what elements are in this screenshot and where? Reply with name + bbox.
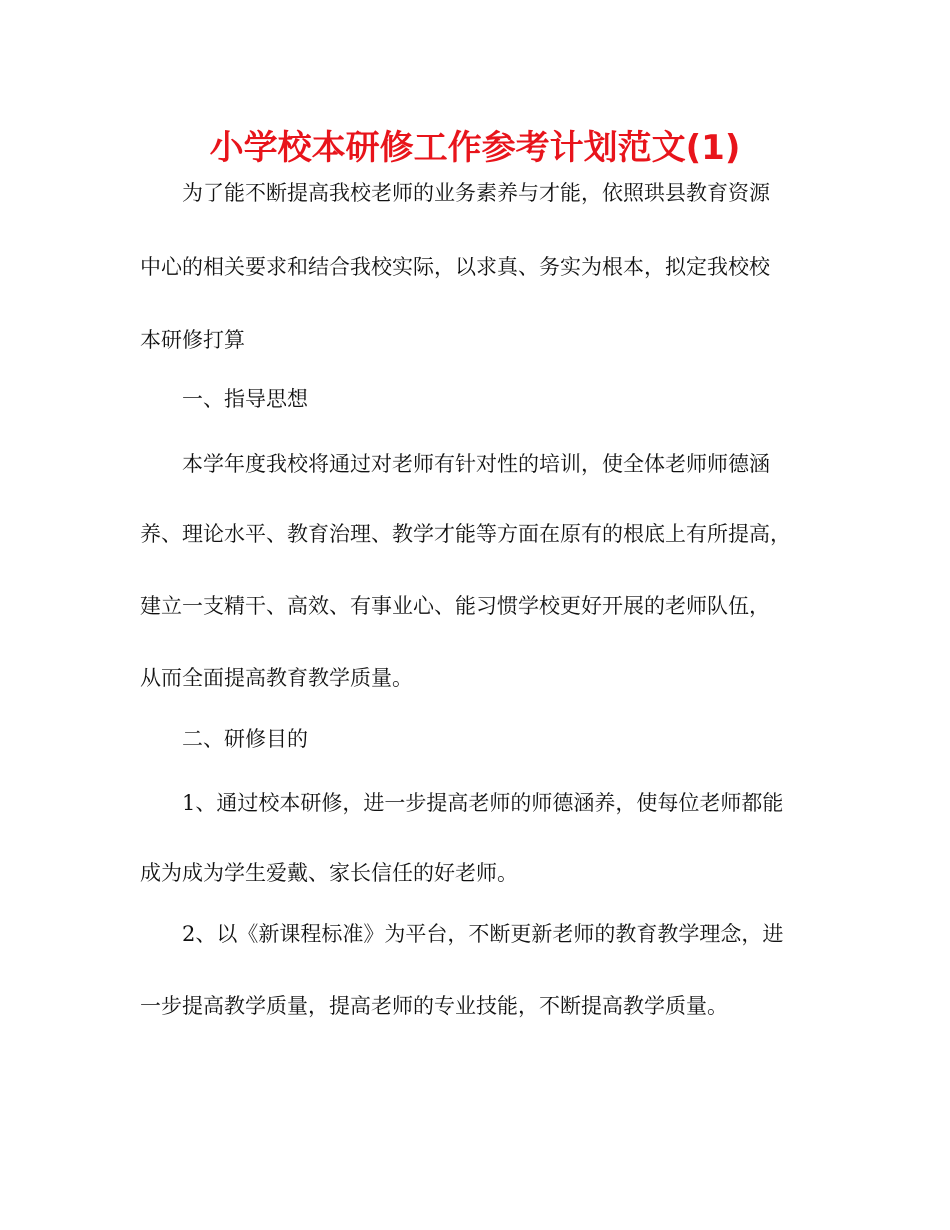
paragraph-line: 本研修打算 xyxy=(140,328,245,352)
paragraph-line: 中心的相关要求和结合我校实际，以求真、务实为根本，拟定我校校 xyxy=(140,255,770,279)
paragraph-line: 为了能不断提高我校老师的业务素养与才能，依照珙县教育资源 xyxy=(182,181,770,205)
paragraph-line: 从而全面提高教育教学质量。 xyxy=(140,666,413,690)
paragraph-line: 养、理论水平、教育治理、教学才能等方面在原有的根底上有所提高， xyxy=(140,522,791,546)
paragraph-line: 本学年度我校将通过对老师有针对性的培训，使全体老师师德涵 xyxy=(182,452,770,476)
paragraph-line: 成为成为学生爱戴、家长信任的好老师。 xyxy=(140,861,518,885)
paragraph-line: 2、以《新课程标准》为平台，不断更新老师的教育教学理念，进 xyxy=(182,922,784,946)
document-title: 小学校本研修工作参考计划范文(1) xyxy=(209,128,741,168)
section-heading: 一、指导思想 xyxy=(182,387,308,411)
paragraph-line: 建立一支精干、高效、有事业心、能习惯学校更好开展的老师队伍， xyxy=(140,594,770,618)
paragraph-line: 1、通过校本研修，进一步提高老师的师德涵养，使每位老师都能 xyxy=(182,791,784,815)
paragraph-line: 一步提高教学质量，提高老师的专业技能，不断提高教学质量。 xyxy=(140,994,728,1018)
section-heading: 二、研修目的 xyxy=(182,727,308,751)
